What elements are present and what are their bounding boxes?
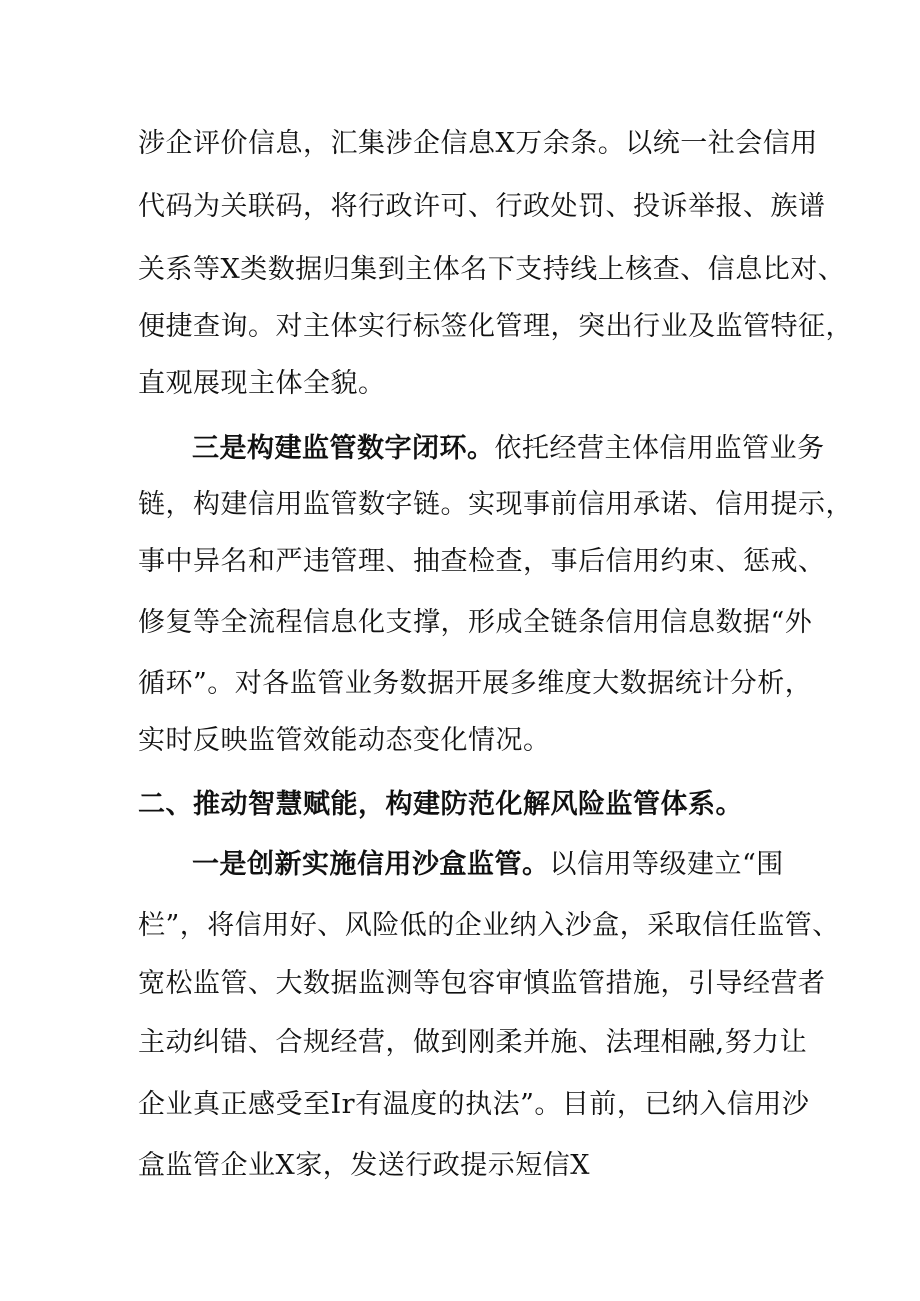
paragraph-line: 循环”。对各监管业务数据开展多维度大数据统计分析， — [138, 668, 813, 699]
section-heading: 二、推动智慧赋能，构建防范化解风险监管体系。 — [138, 789, 743, 820]
paragraph-line: 关系等X类数据归集到主体名下支持线上核查、信息比对、 — [138, 254, 846, 285]
paragraph-first-line — [192, 431, 825, 467]
paragraph-heading: 三是构建监管数字闭环。 — [192, 433, 495, 464]
paragraph-line: 宽松监管、大数据监测等包容审慎监管措施，引导经营者 — [138, 968, 826, 999]
paragraph-line: 修复等全流程信息化支撑，形成全链条信用信息数据“外 — [138, 607, 813, 638]
paragraph-heading: 一是创新实施信用沙盒监管。 — [192, 849, 550, 880]
paragraph-text: 以信用等级建立“围 — [549, 849, 784, 880]
paragraph-line: 事中异名和严违管理、抽查检查，事后信用约束、惩戒、 — [138, 546, 826, 577]
paragraph-line: 涉企评价信息，汇集涉企信息X万余条。以统一社会信用 — [138, 128, 818, 159]
paragraph-line: 便捷查询。对主体实行标签化管理，突出行业及监管特征， — [138, 311, 853, 342]
paragraph-line: 栏”，将信用好、风险低的企业纳入沙盒，采取信任监管、 — [138, 910, 840, 941]
paragraph-line: 企业真正感受至Ir有温度的执法”。目前，已纳入信用沙 — [138, 1089, 810, 1120]
paragraph-line: 实时反映监管效能动态变化情况。 — [138, 725, 551, 756]
paragraph-line: 代码为关联码，将行政许可、行政处罚、投诉举报、族谱 — [138, 191, 826, 222]
paragraph-line: 链，构建信用监管数字链。实现事前信用承诺、信用提示， — [138, 489, 853, 520]
paragraph-line: 主动纠错、合规经营，做到刚柔并施、法理相融,努力让 — [138, 1027, 808, 1058]
paragraph-first-line — [192, 847, 784, 883]
paragraph-line: 盒监管企业X家，发送行政提示短信X — [138, 1150, 590, 1181]
paragraph-text: 依托经营主体信用监管业务 — [494, 433, 825, 464]
paragraph-line: 直观展现主体全貌。 — [138, 368, 386, 399]
